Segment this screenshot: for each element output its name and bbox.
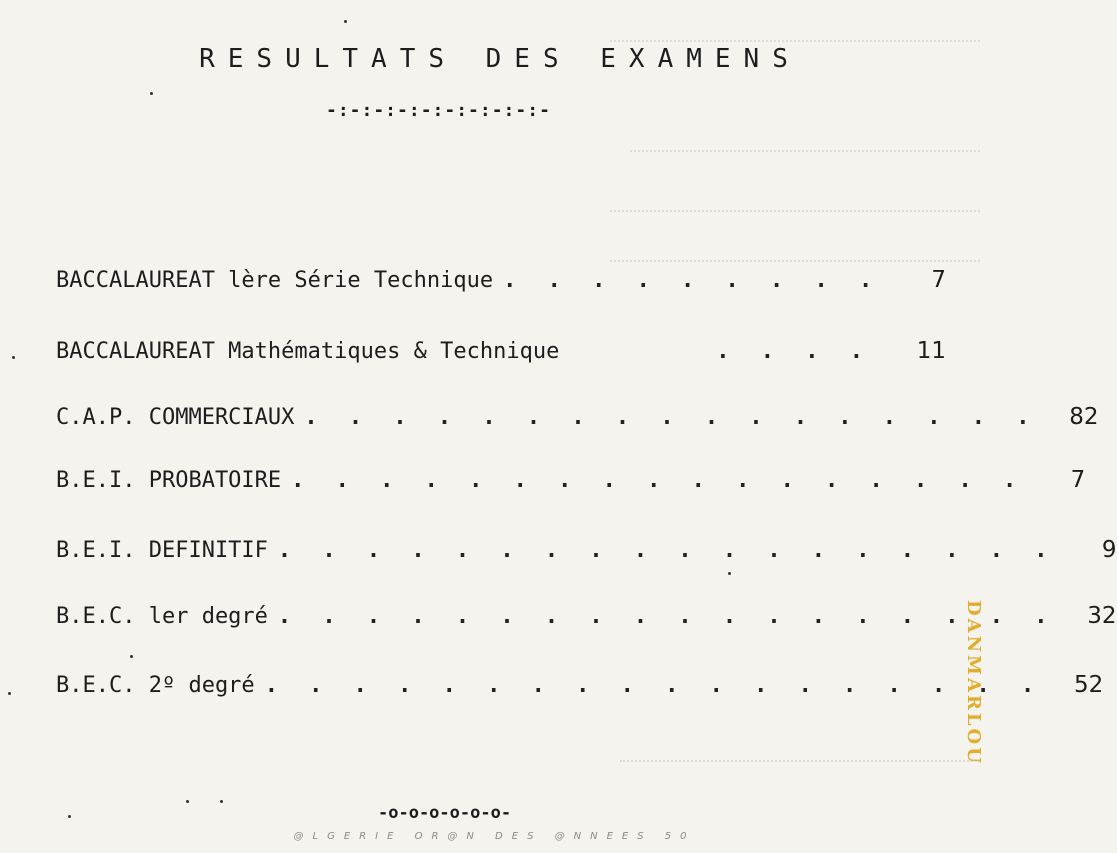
dot-leader: . . . . . . . . . . . . . . . . . . — [277, 537, 1057, 563]
ink-speck — [12, 356, 15, 359]
exam-name: B.E.I. PROBATOIRE — [56, 467, 282, 493]
footer-caption: @LGERIE OR@N DES @NNEES 50 — [293, 831, 696, 842]
result-row — [56, 460, 1086, 500]
ink-speck — [150, 92, 153, 95]
result-row — [56, 260, 946, 300]
ink-speck — [8, 692, 11, 695]
result-row — [56, 331, 946, 371]
exam-name: BACCALAUREAT Mathématiques & Technique — [56, 338, 560, 364]
ink-speck — [68, 815, 71, 818]
ink-speck — [220, 800, 223, 803]
ink-speck — [344, 20, 347, 23]
bleed-through — [610, 240, 980, 262]
dot-leader: . . . . . . . . . — [503, 267, 882, 293]
watermark: DANMARLOU — [963, 600, 984, 766]
ink-speck — [728, 572, 731, 575]
title-rule: -:-:-:-:-:-:-:-:-:- — [326, 100, 551, 121]
exam-name: BACCALAUREAT lère Série Technique — [56, 267, 494, 293]
bleed-through — [620, 740, 980, 762]
exam-name: B.E.I. DEFINITIF — [56, 537, 268, 563]
exam-count: 52 — [1074, 672, 1104, 698]
exam-count: 82 — [1069, 404, 1099, 430]
result-row — [56, 530, 1117, 570]
ink-speck — [186, 800, 189, 803]
dot-leader: . . . . . . . . . . . . . . . . . . — [264, 672, 1044, 698]
exam-name: C.A.P. COMMERCIAUX — [56, 404, 295, 430]
exam-count: 9 — [1101, 537, 1117, 563]
result-row — [56, 596, 1117, 636]
bottom-rule: -o-o-o-o-o-o- — [378, 803, 512, 823]
exam-count: 32 — [1087, 603, 1117, 629]
result-row — [56, 665, 1104, 705]
exam-count: 7 — [1070, 467, 1086, 493]
dot-leader: . . . . — [716, 338, 872, 364]
exam-name: B.E.C. 2º degré — [56, 672, 255, 698]
document-title: RESULTATS DES EXAMENS — [199, 44, 801, 74]
exam-count: 7 — [931, 267, 946, 293]
bleed-through — [610, 190, 980, 212]
bleed-through — [630, 130, 980, 152]
exam-count: 11 — [916, 338, 946, 364]
bleed-through — [610, 18, 980, 42]
ink-speck — [130, 655, 133, 658]
dot-leader: . . . . . . . . . . . . . . . . . . — [277, 603, 1057, 629]
exam-name: B.E.C. ler degré — [56, 603, 268, 629]
dot-leader: . . . . . . . . . . . . . . . . . — [304, 404, 1039, 430]
dot-leader: . . . . . . . . . . . . . . . . . — [291, 467, 1026, 493]
result-row — [56, 397, 1099, 437]
